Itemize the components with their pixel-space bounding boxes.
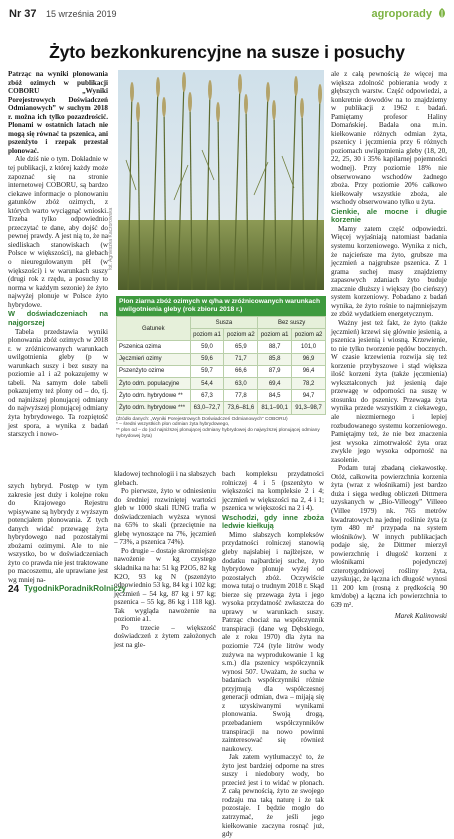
paragraph: Ważny jest też fakt, że żyto (także jęczmień) krzewi się głównie jesienią, a pszenica jesienią i wiosną. Krzewienie, to nie tylko tworzenie pędów bocznych. W czasie krzewienia rozwija się też korzenie przybyszowe i stąd większa ilość korzeni żyta (także jęczmienia) wykształconych już jesienią daje przewagę w odporności na suszę w stosunku do pszenicy. Przewaga żyta wynika przede wszystkim z ciekawego, ale niezmiernego i lepiej rozbudowanego systemu korzeniowego. Pamiętajmy też, że nie bez znaczenia jest wysoka zimotrwałość żyta oraz zwykle jego wysoka odporność na zasolenie. bbox=[331, 318, 447, 464]
column-2 bbox=[114, 470, 216, 649]
table-header-level: poziom a1 bbox=[190, 329, 224, 341]
column-1-continued bbox=[8, 482, 108, 585]
table-header-no-drought: Bez suszy bbox=[258, 317, 326, 329]
table-header-level: poziom a1 bbox=[258, 329, 292, 341]
column-4 bbox=[331, 70, 447, 620]
table-row: Pszenżyto ozime 59,7 66,6 87,9 96,4 bbox=[117, 365, 326, 377]
table-header-level: poziom a2 bbox=[292, 329, 326, 341]
subheading: Wschodzi, gdy inne zboża ledwie kiełkują bbox=[222, 512, 324, 531]
table-row: Żyto odm. populacyjne 54,4 63,0 69,4 78,2 bbox=[117, 377, 326, 389]
subheading: W doświadczeniach na najgorszej bbox=[8, 309, 108, 327]
author: Marek Kalinowski bbox=[394, 611, 447, 620]
paragraph: Po drugie – dostaje skromniejsze nawożenie w kg czystego składnika na ha: 51 kg P2O5, 82 kg K2O, 93 kg N (pszenżyto odpowiednio 53 kg, 84 kg i 102 kg; jęczmień – 54 kg, 87 kg i 97 kg; pszenica – 55 kg, 86 kg i 118 kg). Tak wygląda nawożenie na poziomie a1. bbox=[114, 546, 216, 624]
paragraph: bach kompleksu przydatności rolniczej 4 i 5 (pszenżyto w większości na kompleksie 2 i 4; jęczmień w większości na 2, 4 i 1; pszenica w większości na 2 i 4). bbox=[222, 470, 324, 513]
table-row: Pszenica ozima 59,0 65,9 88,7 101,0 bbox=[117, 341, 326, 353]
page-header bbox=[0, 0, 454, 30]
article-title: Żyto bezkonkurencyjne na susze i posuchy bbox=[49, 42, 405, 62]
subheading: Cienkie, ale mocne i długie korzenie bbox=[331, 206, 447, 225]
page-number: 24 bbox=[8, 584, 20, 595]
paragraph: szych hybryd. Postęp w tym zakresie jest duży i kolejne roku do Krajowego Rejestru wpisywane są hybrydy z wyższym potencjałem plonowania. Z tych danych widać przewagę żyta hybrydowego nad pozostałymi zbożami ozimymi. Ale to nie wszystko, bo w doświadczeniach żyto co prawda nie jest traktowane po macoszemu, ale uprawiane jest wg mniej na- bbox=[8, 482, 108, 585]
rye-field-photo bbox=[118, 70, 324, 290]
paragraph: Mamy zatem część odpowiedzi. Więcej wyjaśniają natomiast badania systemu korzeniowego. Wynika z nich, że najcieńsze ma żyto, grubsze ma jęczmień a najgrubsze pszenica. Z 1 grama suchej masy znajdziemy zapasowych zdaniach żyto buduje znacznie dłuższy i większy (bo cieńszy) system korzeniowy. Pobadano z badań wynika, że żyto rośnie to najmniejszym ze zbóż wydatkiem energetycznym. bbox=[331, 224, 447, 319]
leaf-icon bbox=[436, 7, 448, 19]
table-notes: (Źródło danych: „Wyniki Porejestrowych Doświadczeń Odmianowych” COBORU) * – średni wszystkich plon odmian żyta hybrydowego, ** plon od – do (od najniższej plonującej odmiany hybrydowej do najwyższej plonującej odmiany hybrydowej żyta) bbox=[116, 416, 320, 439]
paragraph: Po pierwsze, żyto w odniesieniu do średniej rozwiniętej wartości gleb w 1000 skali IUNG trafia w doświadczeniach wyższa wynosi na 65% to skali (przeciętnie na glebę wynoszące na 7%, jęczmień – 73%, a pszenica 74%). bbox=[114, 487, 216, 547]
table-row: Żyto odm. hybrydowe ** 67,3 77,8 84,5 94,7 bbox=[117, 390, 326, 402]
paragraph: Mimo słabszych kompleksów przydatności rolniczej stanowią gleby najsłabiej i najlżejsze, w dodatku najbardziej suche, żyto hybrydowe plonuje wyżej od pozostałych zbóż. Oczywiście mowa tutaj o trudnym 2018 r. Skąd bierze się przewaga żyta i jego wysoka przydatność zwłaszcza do uprawy w warunkach suszy. Patrząc chociaż na współczynnik transpiracji (dane wg Dębskiego, ale z roku 1970) dla żyta na poziomie 724 (tyle litrów wody zużywa na wyprodukowanie 1 kg s.m.) dla pszenicy współczynnik wynosi 507. Uważam, że sucha w badaniach współczynniki różnie przyjmują dla współczesnej generacji odmian, dwa – mijają się z uzyskiwanymi wynikami plonowania. Swoją drogą, przebadaniem współczynników transpiracji na nowo powinni zainteresować się również naukowcy. bbox=[222, 530, 324, 753]
paragraph: Po trzecie – większość doświadczeń z żytem założonych jest na gle- bbox=[114, 623, 216, 649]
table-header-level: poziom a2 bbox=[224, 329, 258, 341]
paragraph: Podam tutaj zbadaną ciekawostkę. Otóż, całkowita powierzchnia korzenia żyta (wraz z włośnikami) jest bardzo duża i sięga według obliczeń Dittmera uzyskanych w „Bio-Villeogy” Villeeo (Villee 1979) nk. 765 metrów kwadratowych na jednej roślinie żyta (z tym 480 m² przypada na system włośników). W innych publikacjach podaje się, że Dittmer mierzył powierzchnię i długość korzeni z włośnikami pojedynczej czterotygodniowej rośliny żyta, uzyskując, że łączna ich długość wynosi 11 200 km (rosną z prędkością 90 km/dobę) a łączna ich powierzchnia to 639 m². bbox=[331, 464, 447, 609]
issue-date: 15 września 2019 bbox=[46, 9, 117, 19]
paragraph: Tabela przedstawia wyniki plonowania zbóż ozimych w 2018 r. w zróżnicowanych warunkach uwilgotnienia gleby (p w warunkach suszy i bez suszy na poziomie a1 i a2 pokazujemy w tabeli. Na samym dole tabeli pokazujemy też plony od – do, tj. od najniższej plonującej odmiany do najwyższej plonującej odmiany żyta hybrydowego. Ta rozpiętość jest spora, a wynika z badań starszych i nowo- bbox=[8, 327, 108, 439]
magazine-brand: TygodnikPoradnikRolniczy bbox=[24, 584, 127, 593]
photo-credit: fot. Agnieszka Kaczorowska bbox=[108, 207, 114, 270]
table-header-drought: Susza bbox=[190, 317, 258, 329]
paragraph: ale z całą pewnością że więcej ma większa zdolność pobierania wody z głębszych warstw. Część odpowiedzi, a konkretnie dowodów na to znajdziemy w publikacji z 1962 r. badań. Pamiętamy profesor Haliny Domańskiej. Badała ona m.in. kiełkowanie różnych odmian żyta, pszenicy i jęczmienia przy 6 różnych poziomach uwilgotnienia gleby (18, 20, 22, 25, 30 i 35% kapilarnej pojemności wodnej). Przy poziomie 18% nie obserwowano wschodów żadnego zboża. Przy poziomie 20% całkowo kiełkowały wszystkie zboża, ale wschody obserwowano tylko u żyta. bbox=[331, 70, 447, 207]
column-3 bbox=[222, 470, 324, 839]
table-caption: Plon ziarna zbóż ozimych w q/ha w zróżnicowanych warunkach uwilgotnienia gleby (rok zbioru 2018 r.) bbox=[116, 296, 326, 316]
paragraph: Ale dziś nie o tym. Dokładnie w tej publikacji, z której każdy może zapoznać się na stronie internetowej COBORU, są bardzo ciekawe informacje o plonowaniu gatunków zbóż ozimych, z których warto wyciągnąć wnioski. Trzeba tylko odpowiednio przeczytać te dane, aby dojść do pewnej prawdy. A jest nią to, że na siedliskach stanowiskach (w Polsce w większości), na glebach o nieuregulowanym pH (w większości) i w warunkach suszy (drugi rok z rzędu, a posuchy to norma w każdym sezonie) że żyto najwyżej plonuje w Polsce żyto hybrydowe. bbox=[8, 155, 108, 309]
column-1 bbox=[8, 70, 108, 439]
yield-table bbox=[116, 296, 326, 440]
table-row: Jęczmień ozimy 59,6 71,7 85,8 96,9 bbox=[117, 353, 326, 365]
lead-paragraph: Patrząc na wyniki plonowania zbóż ozimych w publikacji COBORU „Wyniki Porejestrowych Doświadczeń Odmianowych” w suchym 2018 r. można ich tylko pozazdrościć. Plonami w ostatnich latach nie mogą się równać ta pszenica, ani pszenżyto i rzepak przestał plonować. bbox=[8, 70, 108, 155]
table-row: Żyto odm. hybrydowe *** 63,0–72,7 73,6–81,6 81,1–90,1 91,3–98,7 bbox=[117, 402, 326, 414]
page-footer bbox=[0, 580, 454, 600]
section-logo: agroporady bbox=[371, 8, 432, 20]
paragraph: kładowej technologii i na słabszych glebach. bbox=[114, 470, 216, 487]
issue-number: Nr 37 bbox=[9, 8, 37, 20]
table-header-species: Gatunek bbox=[117, 317, 191, 341]
paragraph: Jak zatem wytłumaczyć to, że żyto jest bardziej odporne na stres suszy i niedobory wody, bo przecież jest i to widać w plonach. Z całą pewnością, żyto ze swojego rodzaju ma taką naturę i że tak pozostaje. I będzie mogło do zatrzymać, że jeśli jego kiełkowanie zaczyna rosnąć już, gdy bbox=[222, 753, 324, 839]
